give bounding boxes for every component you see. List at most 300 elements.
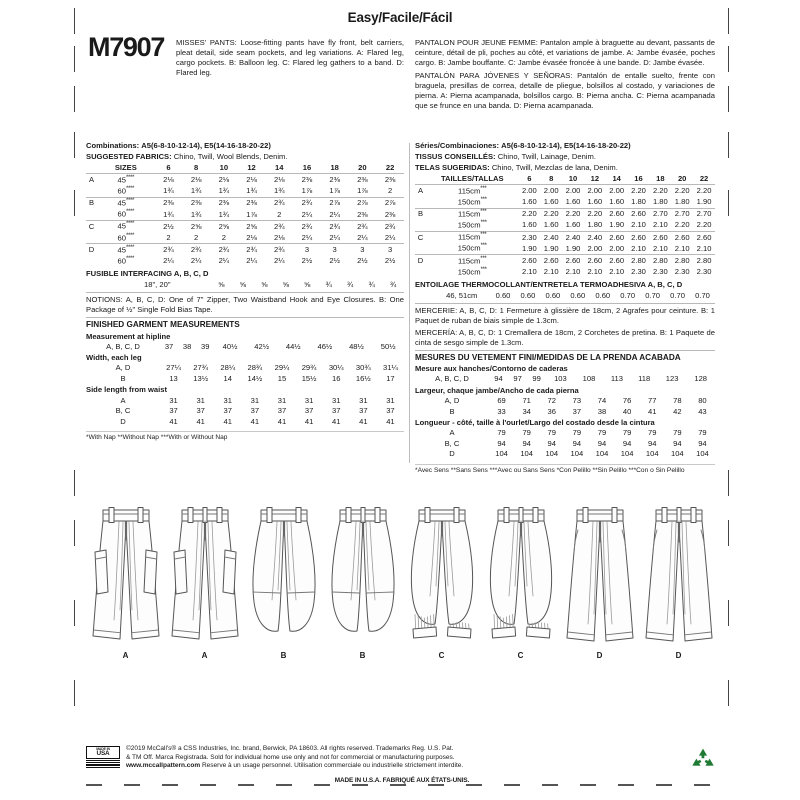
fgm-cell: 103 [554,374,567,384]
fgm-cell: 94 [522,438,531,448]
fgm-cell: 28¼ [220,363,236,373]
fgm-cell: 94 [622,438,632,448]
view-letter: C [415,231,426,243]
yardage-cell: 2.20 [674,185,690,195]
yardage-cell: 2.00 [609,185,625,195]
interfacing-label-metric: ENTOILAGE THERMOCOLLANT/ENTRETELA TERMOADHESIVA A, B, C, D [415,279,683,289]
interfacing-cell: ⅝ [239,279,246,289]
view-letter [415,220,426,232]
yardage-cell: 1⅞ [329,186,340,196]
spacer [415,290,426,301]
yardage-row [86,256,404,267]
size-header-8: 8 [540,174,562,185]
fgm-cell: 40 [622,406,632,416]
fabric-width: 45**** [97,197,155,209]
footer [86,745,718,784]
yardage-cell: 2.80 [649,255,671,267]
fgm-cell: 94 [547,438,556,448]
fgm-cell: 37 [359,406,368,416]
fgm-cell: 79 [622,428,632,438]
view-label-d: D [675,651,682,660]
spacer [86,280,97,291]
yardage-cell: 2¼ [301,209,313,219]
combinations-line-metric [415,141,715,151]
fabric-width: 60**** [117,185,135,196]
fgm-cell: 38 [182,341,192,351]
fgm-cell: 41 [196,416,205,426]
yardage-row [415,243,715,255]
made-in-usa-line: MADE IN U.S.A. FABRIQUÉ AUX ÉTATS-UNIS. [334,777,470,784]
yardage-cell: 2.10 [631,220,646,230]
fgm-section-heading: Side length from waist [86,385,168,395]
interfacing-cell: 0.60 [520,290,536,300]
yardage-cell: 2.10 [587,267,603,277]
fgm-cell: 41 [169,416,178,426]
fgm-cell: 31 [196,395,205,405]
size-header-22: 22 [693,174,715,185]
fgm-row [415,449,715,460]
view-label-b: B [280,651,287,660]
size-header-20: 20 [349,163,377,174]
size-header-6: 6 [518,174,540,185]
interfacing-cell: ⅝ [282,279,289,289]
yardage-cell: 2.10 [609,267,625,277]
fgm-section-heading: Mesure aux hanches/Contorno de caderas [415,364,568,374]
yardage-cell: 2¾ [238,244,266,256]
yardage-cell: 3 [376,244,404,256]
yardage-cell: 2.30 [652,267,668,277]
fgm-cell: 94 [647,438,657,448]
sizes-header: SIZES [97,163,155,174]
yardage-cell: 2¼ [218,256,230,266]
interfacing-cell: 0.60 [570,290,586,300]
yardage-cell: 2.00 [587,243,603,253]
yardage-row [415,196,715,208]
fgm-section-heading: Largeur, chaque jambe/Ancho de cada pierna [415,385,579,395]
fgm-row-label: B [120,374,126,383]
size-header-10: 10 [210,163,238,174]
fgm-row [415,428,715,439]
fgm-cell: 13½ [193,374,209,383]
yardage-cell: 2¼ [246,256,257,266]
crop-mark [74,600,75,626]
size-header-10: 10 [562,174,584,185]
fgm-cell: 34 [522,406,531,416]
fgm-cell: 41 [250,416,260,426]
yardage-cell: 2.20 [540,208,562,220]
fabric-width: 60**** [117,209,135,219]
divider [415,303,715,304]
fgm-row [415,396,715,407]
crop-mark [728,46,729,72]
yardage-cell: 2.10 [543,267,559,277]
fgm-cell: 31¼ [383,363,398,373]
yardage-cell: 2.20 [674,220,690,230]
view-letter [86,186,97,198]
yardage-cell: 1¾ [218,186,230,196]
yardage-cell: 2.10 [652,243,668,253]
size-header-16: 16 [628,174,650,185]
fgm-cell: 104 [670,449,684,459]
fgm-cell: 80 [698,395,707,405]
yardage-body-imperial [86,174,404,267]
fgm-cell: 118 [638,374,651,384]
legal-text [126,745,682,771]
divider [86,317,404,318]
fgm-cell: 39 [200,341,210,351]
yardage-cell: 2½ [384,256,396,266]
yardage-cell: 1.60 [521,197,537,207]
fabric-width: 45**** [97,244,155,256]
technical-drawings [86,500,718,685]
yardage-cell: 2⅜ [301,175,313,185]
interfacing-cell: ¾ [347,279,354,289]
view-col-header [86,163,97,174]
fgm-cell: 104 [595,449,609,459]
view-label-c: C [438,651,445,660]
fgm-cell: 113 [610,374,623,384]
crop-mark [728,190,729,216]
fgm-cell: 31 [304,395,314,405]
fgm-cell: 42 [673,406,682,416]
fgm-cell: 79 [547,428,556,438]
yardage-cell: 2.70 [693,208,715,220]
fgm-cell: 94 [673,438,682,448]
fgm-cell: 94 [494,374,503,384]
size-header-18: 18 [321,163,349,174]
view-label-b: B [359,651,366,660]
yardage-cell: 2⅛ [246,175,257,185]
fgm-cell: 94 [597,438,607,448]
fgm-sections-imperial [86,332,404,427]
yardage-cell: 1¾ [190,186,202,196]
yardage-cell: 2½ [329,256,340,266]
fgm-cell: 41 [386,416,395,426]
fgm-row [86,406,404,417]
interfacing-body-metric [415,290,715,301]
fgm-cell: 73 [572,395,582,405]
description-spanish: PANTALÓN PARA JÓVENES Y SEÑORAS: Pantalón de entalle suelto, frente con braguela, presillas de correa, detalle de pliegue, bolsillos al costado, y variaciones de pierna. A: Pierna acampanada, bolsillos cargo. B: Pierna ancha. C: Pierna acampanada que se frunce en una banda. D: Pierna acampanada. [415,70,715,110]
fgm-row-label: D [120,416,126,426]
fgm-row-label: A, D [115,363,131,373]
fgm-cell: 13 [169,374,178,383]
fgm-cell: 41 [304,416,314,426]
fabric-width: 150cm*** [457,243,487,253]
fgm-cell: 79 [522,428,531,438]
yardage-cell: 2.30 [674,267,690,277]
crop-mark [74,190,75,216]
fgm-cell: 16½ [355,374,371,383]
yardage-cell: 1¾ [190,209,202,219]
yardage-cell: 1.80 [631,197,646,207]
crop-mark [728,600,729,626]
yardage-cell: 2.10 [652,220,668,230]
fgm-cell: 94 [572,438,582,448]
yardage-cell: 2¼ [329,209,340,219]
suggested-fabrics-line [86,152,404,162]
bottom-crop-dashes [86,784,718,786]
fabric-width: 115cm*** [426,255,518,267]
yardage-cell: 2⅞ [321,197,349,209]
interfacing-cell: ⅝ [218,279,225,289]
view-letter: B [86,197,97,209]
yardage-cell: 2.60 [518,255,540,267]
yardage-cell: 1.90 [696,197,712,207]
yardage-table-imperial [86,163,404,267]
technical-drawing-b-back [326,500,400,650]
yardage-cell: 1¾ [163,209,174,219]
yardage-cell: 2¾ [349,221,377,233]
crop-mark [728,520,729,546]
combinations-line [86,141,404,151]
yardage-cell: 3 [293,244,321,256]
fgm-cell: 41 [359,416,368,426]
fgm-row [86,363,404,374]
yardage-cell: 2½ [155,221,183,233]
fgm-cell: 37 [223,406,232,416]
yardage-cell: 2¾ [376,221,404,233]
interfacing-cell: 0.60 [545,290,561,300]
yardage-row [86,174,404,186]
fgm-cell: 31 [169,395,178,405]
divider [415,350,715,351]
yardage-cell: 2.80 [628,255,650,267]
yardage-cell: 2¼ [329,232,340,242]
fgm-cell: 27¾ [193,363,209,373]
yardage-cell: 2¾ [210,244,238,256]
yardage-cell: 2⅛ [246,232,257,242]
yardage-row [86,244,404,256]
fabrics-french-label: TISSUS CONSEILLÉS: [415,151,496,161]
fabric-width: 45**** [117,174,135,185]
pattern-number: M7907 [88,32,165,62]
fgm-cell: 104 [545,449,559,459]
crop-mark [728,86,729,112]
yardage-cell: 2¼ [163,256,174,266]
fgm-cell: 15½ [301,374,317,383]
yardage-cell: 2.10 [696,243,712,253]
yardage-cell: 2.40 [562,231,584,243]
technical-drawing-d-back [642,500,716,650]
fgm-cell: 17 [386,374,395,383]
fabric-width: 115cm*** [426,208,518,220]
size-header-6: 6 [155,163,183,174]
size-header-14: 14 [606,174,628,185]
yardage-row [86,186,404,198]
yardage-cell: 2.60 [671,231,693,243]
yardage-cell: 2 [166,232,171,242]
fgm-cell: 31 [277,395,287,405]
fgm-cell: 79 [673,428,682,438]
yardage-cell: 2.60 [606,231,628,243]
yardage-cell: 2.60 [584,255,606,267]
fgm-cell: 71 [522,395,531,405]
fgm-cell: 74 [597,395,607,405]
yardage-table-metric [415,174,715,278]
size-header-22: 22 [376,163,404,174]
yardage-row [86,209,404,221]
fgm-cell: 79 [572,428,582,438]
fgm-cell: 104 [570,449,584,459]
size-header-20: 20 [671,174,693,185]
fgm-cell: 41 [647,406,657,416]
view-letter: C [86,221,97,233]
yardage-row [415,220,715,232]
website-url[interactable]: www.mccallpattern.com [126,762,201,770]
yardage-cell: 2¾ [321,221,349,233]
fabrics-french-line [415,152,715,162]
fgm-row-label: A [120,395,126,405]
yardage-cell: 2.70 [649,208,671,220]
interfacing-width: 18", 20" [144,279,171,289]
nap-footnote: *With Nap **Without Nap ***With or Without Nap [86,431,404,443]
crop-mark [74,520,75,546]
yardage-cell: 2.10 [521,267,537,277]
yardage-cell: 2 [277,209,282,219]
yardage-cell: 2½ [357,256,368,266]
fgm-cell: 97 [513,374,522,384]
made-in-top: MADE IN [96,746,110,751]
interfacing-cell: 0.70 [670,290,685,300]
fgm-cell: 31 [331,395,341,405]
yardage-cell: 1⅞ [301,186,313,196]
fgm-section-heading: Longueur - côté, taille à l'ourlet/Largo del costado desde la cintura [415,417,655,427]
size-header-16: 16 [293,163,321,174]
yardage-body-metric [415,185,715,278]
recycle-icon [688,745,718,776]
interfacing-row [86,280,404,291]
fgm-row-label: B, C [115,406,131,416]
yardage-cell: 2.40 [584,231,606,243]
made-in-usa-tag [86,746,120,759]
view-label-c: C [517,651,524,660]
yardage-cell: 2.00 [587,185,603,195]
fgm-title: FINISHED GARMENT MEASUREMENTS [86,319,240,329]
crop-mark [728,132,729,158]
table-header-row [86,163,404,174]
yardage-cell: 2.80 [693,255,715,267]
fgm-row-label: B, C [444,438,460,448]
yardage-cell: 2¼ [384,232,396,242]
yardage-cell: 2⅝ [182,221,210,233]
fgm-cell: 31 [223,395,232,405]
yardage-row [86,221,404,233]
fgm-cell: 104 [495,449,508,459]
fgm-table [415,428,715,460]
yardage-cell: 2.00 [565,185,581,195]
technical-drawing-d-front [563,500,637,650]
size-header-8: 8 [182,163,210,174]
fabric-width: 150cm*** [457,266,487,277]
fgm-cell: 104 [620,449,634,459]
fgm-cell: 37 [250,406,260,416]
yardage-cell: 2.40 [540,231,562,243]
yardage-cell: 2.10 [674,243,690,253]
fgm-cell: 37 [331,406,341,416]
yardage-cell: 1.60 [609,197,625,207]
crop-mark [74,132,75,158]
yardage-row [415,231,715,243]
flag-stripes [86,760,120,768]
yardage-cell: 2¾ [293,197,321,209]
yardage-cell: 2¼ [190,256,202,266]
yardage-cell: 2⅜ [210,197,238,209]
fabric-width: 150cm*** [457,196,487,207]
fgm-cell: 28¾ [247,363,263,373]
fgm-cell: 79 [497,428,506,438]
fgm-cell: 31 [250,395,260,405]
description-french: PANTALON POUR JEUNE FEMME: Pantalon ample à braguette au devant, passants de ceinture, détail de pli, poches au côté, et variations de jambe. A: Jambe évasée, poches cargo. B: Jambe bouffante. C: Jambe évasée froncée à une bande. D: Jambe évasée. [415,38,715,67]
size-header-14: 14 [265,163,293,174]
interfacing-cell: ¾ [325,279,332,289]
view-label-d: D [596,651,603,660]
combinations-value-metric: A5(6-8-10-12-14), E5(14-16-18-20-22) [501,141,631,150]
yardage-cell: 2.60 [562,255,584,267]
yardage-cell: 1.60 [521,220,537,230]
fgm-cell: 50½ [380,341,396,351]
yardage-cell: 2½ [301,256,313,266]
fabric-width: 60**** [117,255,135,266]
view-letter [86,209,97,221]
fgm-cell: 37 [277,406,287,416]
yardage-cell: 2¼ [273,256,285,266]
crop-mark [728,680,729,706]
fgm-row-label: A, B, C, D [106,341,140,351]
yardage-row [415,185,715,197]
fgm-table [86,341,404,352]
fabrics-value: Chino, Twill, Wool Blends, Denim. [173,151,288,161]
nap-footnote-metric: *Avec Sens **Sans Sens ***Avec ou Sans Sens *Con Pelillo **Sin Pelillo ***Con o Sin Pelillo [415,464,715,476]
crop-mark [74,86,75,112]
interfacing-label: FUSIBLE INTERFACING A, B, C, D [86,268,209,278]
yardage-cell: 1.60 [543,197,559,207]
interfacing-cell: ⅝ [261,279,268,289]
yardage-cell: 1.60 [565,220,581,230]
view-col-header-metric [415,174,426,185]
fgm-cell: 37 [169,406,178,416]
yardage-cell: 1⅞ [246,209,257,219]
yardage-cell: 2¾ [265,197,293,209]
fgm-cell: 128 [694,374,708,384]
fgm-cell: 94 [497,438,506,448]
fgm-row [415,438,715,449]
yardage-cell: 2.60 [606,208,628,220]
yardage-cell: 2 [387,186,393,196]
yardage-cell: 2⅜ [384,175,396,185]
fabrics-spanish-value: Chino, Twill, Mezclas de lana, Denim. [491,162,618,172]
yardage-cell: 2.20 [696,220,712,230]
interfacing-body-imperial [86,280,404,291]
fgm-section-heading: Measurement at hipline [86,331,171,341]
view-letter: D [415,255,426,267]
fgm-table [415,374,715,385]
sizes-header-metric: TAILLES/TALLAS [426,174,518,185]
interfacing-table-metric [415,290,715,301]
fgm-cell: 123 [665,374,679,384]
legal-line-3-rest: Reserve à un usage personnel. Utilisation commerciale ou industrielle strictement interdite. [201,762,464,770]
fgm-cell: 99 [532,374,541,384]
yardage-cell: 1.60 [543,220,559,230]
yardage-cell: 1.90 [521,243,537,253]
yardage-cell: 2.60 [628,231,650,243]
fgm-cell: 48½ [349,341,364,351]
description-english: MISSES' PANTS: Loose-fitting pants have fly front, belt carriers, pleat detail, side seam pockets, and leg variations. A: Flared leg, cargo pockets. B: Balloon leg. C: Flared leg gathers to a band. D: Flared leg. [176,38,404,77]
yardage-cell: 2⅝ [210,221,238,233]
fgm-cell: 16 [331,374,341,383]
yardage-row [86,232,404,244]
interfacing-cell: ¾ [368,279,375,289]
fgm-row [415,406,715,417]
